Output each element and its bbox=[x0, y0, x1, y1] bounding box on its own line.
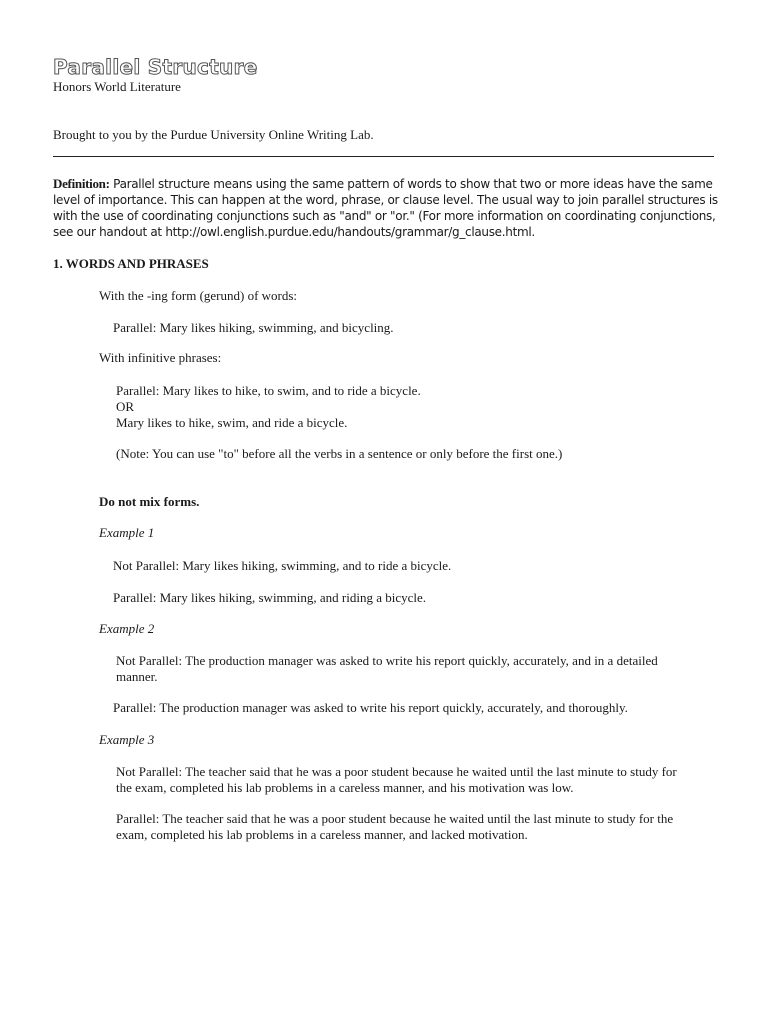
infinitive-intro: With infinitive phrases: bbox=[99, 350, 222, 365]
example-3-label: Example 3 bbox=[99, 732, 155, 747]
example-1-parallel: Parallel: Mary likes hiking, swimming, and riding a bicycle. bbox=[113, 590, 427, 605]
definition-line-4: see our handout at http://owl.english.purdue.edu/handouts/grammar/g_clause.html. bbox=[53, 225, 535, 239]
definition-line-1 bbox=[53, 176, 713, 192]
usage-note: (Note: You can use "to" before all the verbs in a sentence or only before the first one.) bbox=[116, 446, 563, 461]
document-subtitle: Honors World Literature bbox=[53, 79, 181, 94]
example-1-not-parallel: Not Parallel: Mary likes hiking, swimming, and to ride a bicycle. bbox=[113, 558, 452, 573]
do-not-mix-heading: Do not mix forms. bbox=[99, 494, 200, 509]
definition-text-1: Parallel structure means using the same pattern of words to show that two or more ideas have the same bbox=[109, 177, 713, 191]
definition-line-2: level of importance. This can happen at the word, phrase, or clause level. The usual way to join parallel structures is bbox=[53, 193, 718, 207]
gerund-example: Parallel: Mary likes hiking, swimming, and bicycling. bbox=[113, 320, 394, 335]
document-title: Parallel Structure bbox=[53, 55, 258, 79]
example-2-not-parallel-line-2: manner. bbox=[116, 669, 158, 684]
example-1-label: Example 1 bbox=[99, 525, 155, 540]
example-3-parallel-line-2: exam, completed his lab problems in a careless manner, and lacked motivation. bbox=[116, 827, 528, 842]
example-3-not-parallel-line-2: the exam, completed his lab problems in a careless manner, and his motivation was low. bbox=[116, 780, 574, 795]
definition-label: Definition: bbox=[53, 176, 110, 191]
gerund-intro: With the -ing form (gerund) of words: bbox=[99, 288, 298, 303]
example-3-not-parallel-line-1: Not Parallel: The teacher said that he was a poor student because he waited until the last minute to study for bbox=[116, 764, 677, 779]
definition-line-3: with the use of coordinating conjunctions such as "and" or "or." (For more information on coordinating conjunctions, bbox=[53, 209, 716, 223]
horizontal-rule bbox=[53, 156, 714, 157]
infinitive-example-2: Mary likes to hike, swim, and ride a bicycle. bbox=[116, 415, 348, 430]
infinitive-example-1: Parallel: Mary likes to hike, to swim, and to ride a bicycle. bbox=[116, 383, 421, 398]
example-2-label: Example 2 bbox=[99, 621, 155, 636]
example-2-not-parallel-line-1: Not Parallel: The production manager was asked to write his report quickly, accurately, and in a detailed bbox=[116, 653, 658, 668]
example-2-parallel: Parallel: The production manager was asked to write his report quickly, accurately, and thoroughly. bbox=[113, 700, 628, 715]
or-label: OR bbox=[116, 399, 135, 414]
section-heading: 1. WORDS AND PHRASES bbox=[53, 256, 209, 271]
example-3-parallel-line-1: Parallel: The teacher said that he was a poor student because he waited until the last minute to study for the bbox=[116, 811, 674, 826]
source-credit: Brought to you by the Purdue University Online Writing Lab. bbox=[53, 127, 374, 142]
